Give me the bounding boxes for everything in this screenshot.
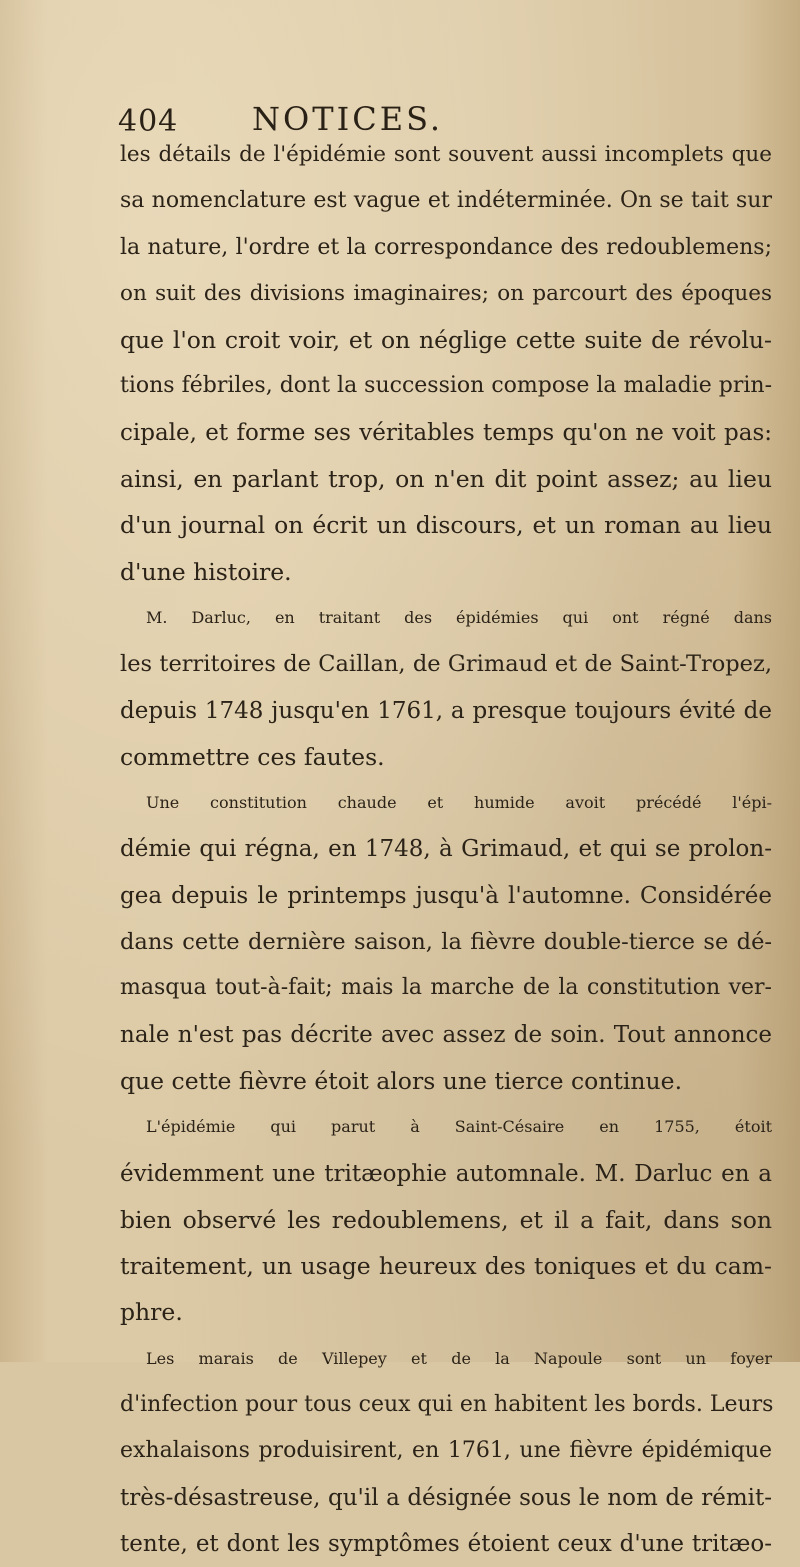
text-line: tente, et dont les symptômes étoient ceux d'une tritæo- (120, 1530, 772, 1557)
text-line: bien observé les redoublemens, et il a fait, dans son (120, 1205, 772, 1234)
text-line: évidemment une tritæophie automnale. M. Darluc en a (120, 1160, 772, 1187)
text-line: traitement, un usage heureux des toniques et du cam- (120, 1252, 772, 1281)
text-line: nale n'est pas décrite avec assez de soin. Tout annonce (120, 1021, 772, 1048)
body-text (120, 132, 772, 1567)
text-line: d'une histoire. (120, 557, 292, 586)
text-line: phre. (120, 1298, 183, 1327)
text-line: que l'on croit voir, et on néglige cette suite de révolu- (120, 326, 772, 355)
text-line: depuis 1748 jusqu'en 1761, a presque toujours évité de (120, 697, 772, 724)
text-line: très-désastreuse, qu'il a désignée sous le nom de rémit- (120, 1484, 772, 1511)
text-line: commettre ces fautes. (120, 742, 385, 771)
text-line: d'infection pour tous ceux qui en habitent les bords. Leurs (120, 1392, 774, 1418)
text-line: M. Darluc, en traitant des épidémies qui ont régné dans (146, 607, 772, 627)
page-number: 404 (118, 104, 179, 139)
text-line: que cette fièvre étoit alors une tierce continue. (120, 1066, 683, 1095)
text-line: ainsi, en parlant trop, on n'en dit point assez; au lieu (120, 465, 772, 494)
text-line: Une constitution chaude et humide avoit précédé l'épi- (146, 793, 772, 813)
text-line: masqua tout-à-fait; mais la marche de la constitution ver- (120, 975, 772, 1001)
text-line: tions fébriles, dont la succession compose la maladie prin- (120, 373, 773, 399)
text-line: gea depuis le printemps jusqu'à l'automne. Considérée (120, 882, 772, 909)
text-line: sa nomenclature est vague et indéterminée. On se tait sur (120, 188, 772, 214)
running-head: NOTICES. (252, 100, 444, 138)
text-line: exhalaisons produisirent, en 1761, une fièvre épidémique (120, 1438, 772, 1464)
text-line: les détails de l'épidémie sont souvent aussi incomplets que (120, 142, 772, 167)
text-line: les territoires de Caillan, de Grimaud et de Saint-Tropez, (120, 651, 772, 678)
text-line: démie qui régna, en 1748, à Grimaud, et qui se prolon- (120, 836, 772, 863)
text-line: L'épidémie qui parut à Saint-Césaire en 1755, étoit (146, 1117, 772, 1137)
text-line: on suit des divisions imaginaires; on parcourt des époques (120, 280, 772, 306)
text-line: cipale, et forme ses véritables temps qu'on ne voit pas: (120, 419, 772, 446)
text-line: la nature, l'ordre et la correspondance des redoublemens; (120, 234, 772, 260)
text-line: dans cette dernière saison, la fièvre double-tierce se dé- (120, 929, 772, 956)
text-line: d'un journal on écrit un discours, et un roman au lieu (120, 511, 772, 540)
text-line: Les marais de Villepey et de la Napoule sont un foyer (146, 1348, 772, 1368)
